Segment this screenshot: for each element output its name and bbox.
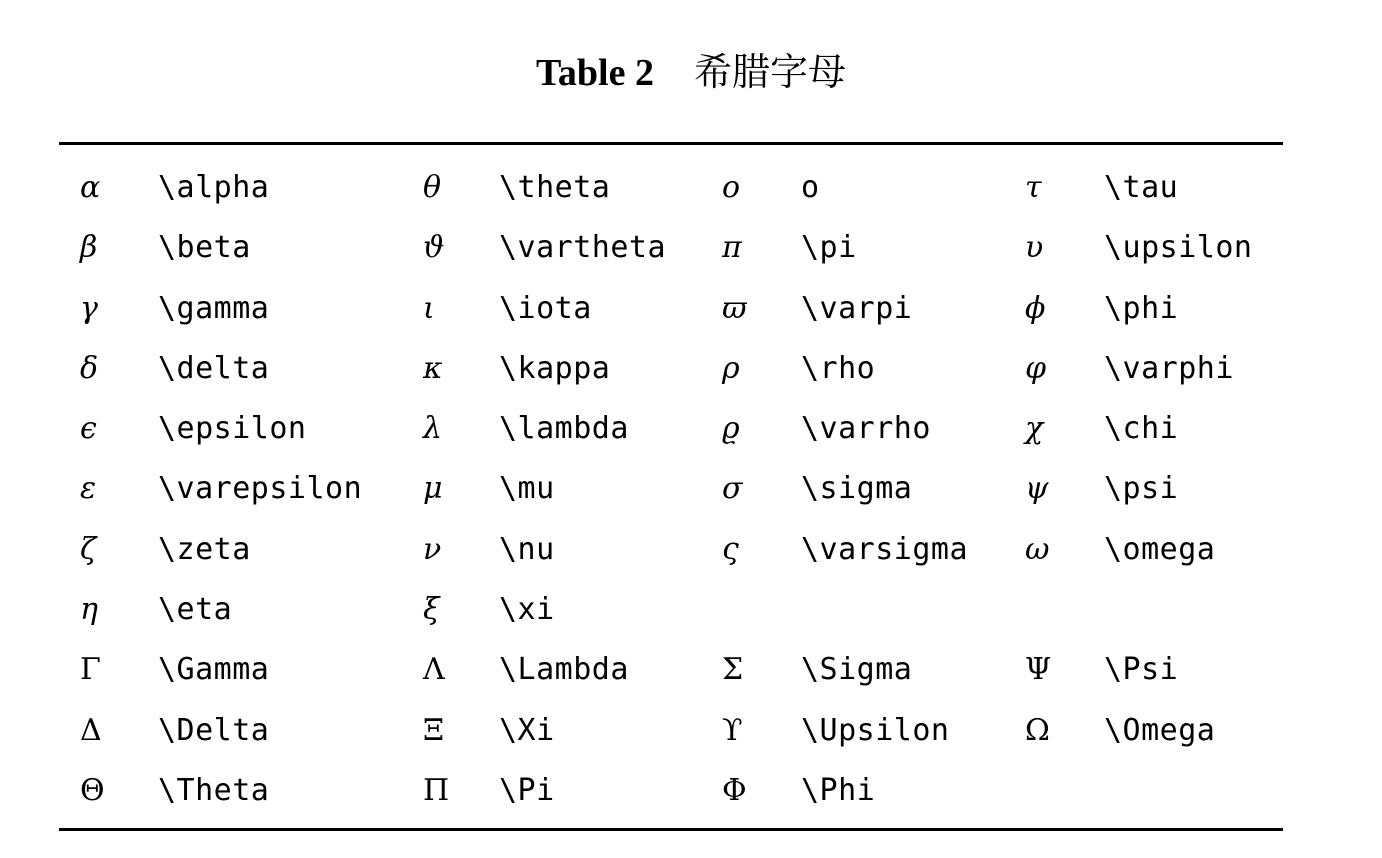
greek-symbol: ε	[80, 471, 97, 507]
latex-command: \Upsilon	[801, 712, 950, 748]
latex-command: \gamma	[158, 290, 270, 326]
latex-command: \delta	[158, 350, 270, 386]
latex-command: \Sigma	[801, 652, 913, 688]
latex-command: \eta	[158, 592, 233, 628]
greek-symbol: Λ	[423, 652, 445, 688]
greek-symbol: σ	[722, 471, 743, 507]
latex-command: \varrho	[801, 411, 931, 447]
latex-command: \varphi	[1104, 350, 1234, 386]
latex-command: \Pi	[499, 772, 555, 808]
table-row	[0, 640, 1382, 700]
latex-command: \xi	[499, 592, 555, 628]
greek-symbol: Ξ	[423, 712, 445, 748]
greek-symbol: ϕ	[1025, 290, 1046, 326]
table-row	[0, 459, 1382, 519]
greek-symbol: o	[722, 170, 741, 205]
greek-symbol: υ	[1025, 230, 1044, 266]
greek-symbol: φ	[1025, 350, 1047, 386]
table-row	[0, 761, 1382, 821]
greek-symbol: ι	[423, 290, 435, 326]
latex-command: \Psi	[1104, 652, 1179, 688]
bottom-rule	[59, 828, 1283, 831]
latex-command: \theta	[499, 170, 611, 205]
table-row	[0, 158, 1382, 218]
greek-symbol: θ	[423, 170, 442, 205]
greek-symbol: ϱ	[722, 411, 740, 447]
latex-command: \Delta	[158, 712, 270, 748]
table-row	[0, 399, 1382, 459]
greek-symbol: Γ	[80, 652, 101, 688]
greek-letters-table	[0, 158, 1382, 821]
greek-symbol: ϑ	[423, 230, 445, 266]
greek-symbol: μ	[423, 471, 443, 507]
latex-command: \vartheta	[499, 230, 667, 266]
latex-command: \rho	[801, 350, 876, 386]
greek-symbol: Ψ	[1025, 652, 1052, 688]
table-caption	[0, 44, 1382, 100]
latex-command: o	[801, 170, 820, 205]
greek-symbol: ψ	[1025, 471, 1049, 507]
latex-command: \Omega	[1104, 712, 1216, 748]
table-title: 希腊字母	[693, 50, 846, 94]
table-row	[0, 580, 1382, 640]
latex-command: \phi	[1104, 290, 1179, 326]
table-row	[0, 218, 1382, 278]
greek-symbol: Π	[423, 772, 450, 808]
latex-command: \varsigma	[801, 531, 969, 567]
greek-symbol: Θ	[80, 772, 105, 808]
greek-symbol: ϖ	[722, 290, 747, 326]
latex-command: \Theta	[158, 772, 270, 808]
greek-symbol: ω	[1025, 531, 1050, 567]
latex-command: \Gamma	[158, 652, 270, 688]
table-number: Table 2	[536, 52, 654, 94]
greek-symbol: γ	[80, 290, 98, 326]
latex-command: \iota	[499, 290, 592, 326]
latex-command: \nu	[499, 531, 555, 567]
latex-command: \tau	[1104, 170, 1179, 205]
greek-symbol: ρ	[722, 350, 740, 386]
greek-symbol: ς	[722, 531, 739, 567]
table-row	[0, 279, 1382, 339]
greek-symbol: κ	[423, 350, 443, 386]
greek-symbol: Ω	[1025, 712, 1050, 748]
latex-command: \Phi	[801, 772, 876, 808]
latex-command: \pi	[801, 230, 857, 266]
latex-command: \alpha	[158, 170, 270, 205]
greek-symbol: ζ	[80, 531, 97, 567]
greek-symbol: τ	[1025, 170, 1042, 205]
greek-symbol: π	[722, 230, 742, 266]
greek-symbol: δ	[80, 350, 99, 386]
latex-command: \upsilon	[1104, 230, 1253, 266]
greek-symbol: ξ	[423, 592, 440, 628]
table-row	[0, 339, 1382, 399]
latex-command: \epsilon	[158, 411, 307, 447]
latex-command: \kappa	[499, 350, 611, 386]
greek-symbol: ϒ	[722, 712, 743, 748]
table-row	[0, 701, 1382, 761]
latex-command: \beta	[158, 230, 251, 266]
top-rule	[59, 142, 1283, 145]
table-row	[0, 520, 1382, 580]
greek-symbol: β	[80, 230, 98, 266]
latex-command: \Xi	[499, 712, 555, 748]
latex-command: \zeta	[158, 531, 251, 567]
greek-symbol: η	[80, 592, 98, 628]
latex-command: \mu	[499, 471, 555, 507]
greek-symbol: ϵ	[80, 411, 97, 447]
greek-symbol: Σ	[722, 652, 744, 688]
greek-symbol: λ	[423, 411, 443, 447]
latex-command: \varpi	[801, 290, 913, 326]
latex-command: \lambda	[499, 411, 629, 447]
latex-command: \Lambda	[499, 652, 629, 688]
greek-symbol: Φ	[722, 772, 747, 808]
latex-command: \chi	[1104, 411, 1179, 447]
greek-symbol: α	[80, 170, 101, 205]
greek-symbol: χ	[1025, 411, 1044, 447]
latex-command: \psi	[1104, 471, 1179, 507]
latex-command: \varepsilon	[158, 471, 363, 507]
greek-symbol: Δ	[80, 712, 102, 748]
latex-command: \omega	[1104, 531, 1216, 567]
latex-command: \sigma	[801, 471, 913, 507]
greek-symbol: ν	[423, 531, 442, 567]
